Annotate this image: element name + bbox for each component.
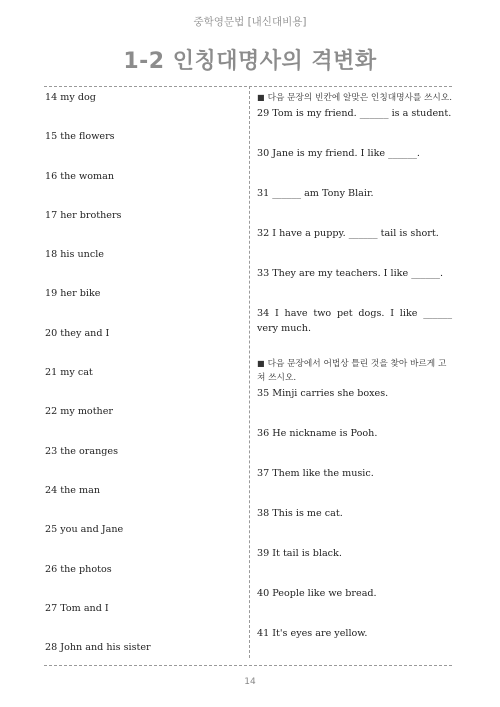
question-item: 36 He nickname is Pooh. <box>257 428 378 439</box>
list-item: 21 my cat <box>45 367 93 379</box>
question-item: 31 ______ am Tony Blair. <box>257 188 374 199</box>
bullet-square-icon: ■ <box>257 359 265 368</box>
section-1-instruction <box>257 91 452 105</box>
question-item: 39 It tail is black. <box>257 548 342 559</box>
list-item: 15 the flowers <box>45 131 115 143</box>
question-item: 41 It's eyes are yellow. <box>257 628 368 639</box>
section-2-instruction <box>257 357 452 385</box>
question-item: 38 This is me cat. <box>257 508 343 519</box>
list-item: 23 the oranges <box>45 445 119 457</box>
question-item: 33 They are my teachers. I like ______. <box>257 268 444 279</box>
header-subtitle: 중학영문법 [내신대비용] <box>193 16 307 28</box>
page-number: 14 <box>244 677 256 687</box>
list-item: 28 John and his sister <box>45 642 151 654</box>
list-item: 24 the man <box>45 484 101 496</box>
question-item: 40 People like we bread. <box>257 588 377 599</box>
list-item: 22 my mother <box>45 406 113 418</box>
bullet-square-icon: ■ <box>257 93 265 102</box>
top-divider <box>44 86 452 87</box>
question-item: 34 I have two pet dogs. I like ______ very much. <box>257 308 452 334</box>
list-item: 16 the woman <box>45 170 115 182</box>
list-item: 14 my dog <box>45 92 96 103</box>
question-item: 29 Tom is my friend. ______ is a student. <box>257 108 452 119</box>
right-column <box>257 91 452 641</box>
list-item: 25 you and Jane <box>45 524 124 536</box>
list-item: 27 Tom and I <box>45 602 109 614</box>
list-item: 18 his uncle <box>45 249 104 261</box>
page-title: 1-2 인칭대명사의 격변화 <box>123 49 377 74</box>
question-item: 37 Them like the music. <box>257 468 374 479</box>
list-item: 19 her bike <box>45 288 101 300</box>
instruction-text: 다음 문장에서 어법상 틀린 것을 찾아 바르게 고쳐 쓰시오. <box>257 359 447 383</box>
list-item: 20 they and I <box>45 327 110 339</box>
list-item: 26 the photos <box>45 563 112 575</box>
question-item: 35 Minji carries she boxes. <box>257 388 389 399</box>
question-item: 32 I have a puppy. ______ tail is short. <box>257 228 439 239</box>
column-divider <box>249 86 250 658</box>
instruction-text: 다음 문장의 빈칸에 알맞은 인칭대명사를 쓰시오. <box>267 93 452 103</box>
list-item: 17 her brothers <box>45 209 122 221</box>
left-column <box>45 90 241 679</box>
question-item: 30 Jane is my friend. I like ______. <box>257 148 420 159</box>
